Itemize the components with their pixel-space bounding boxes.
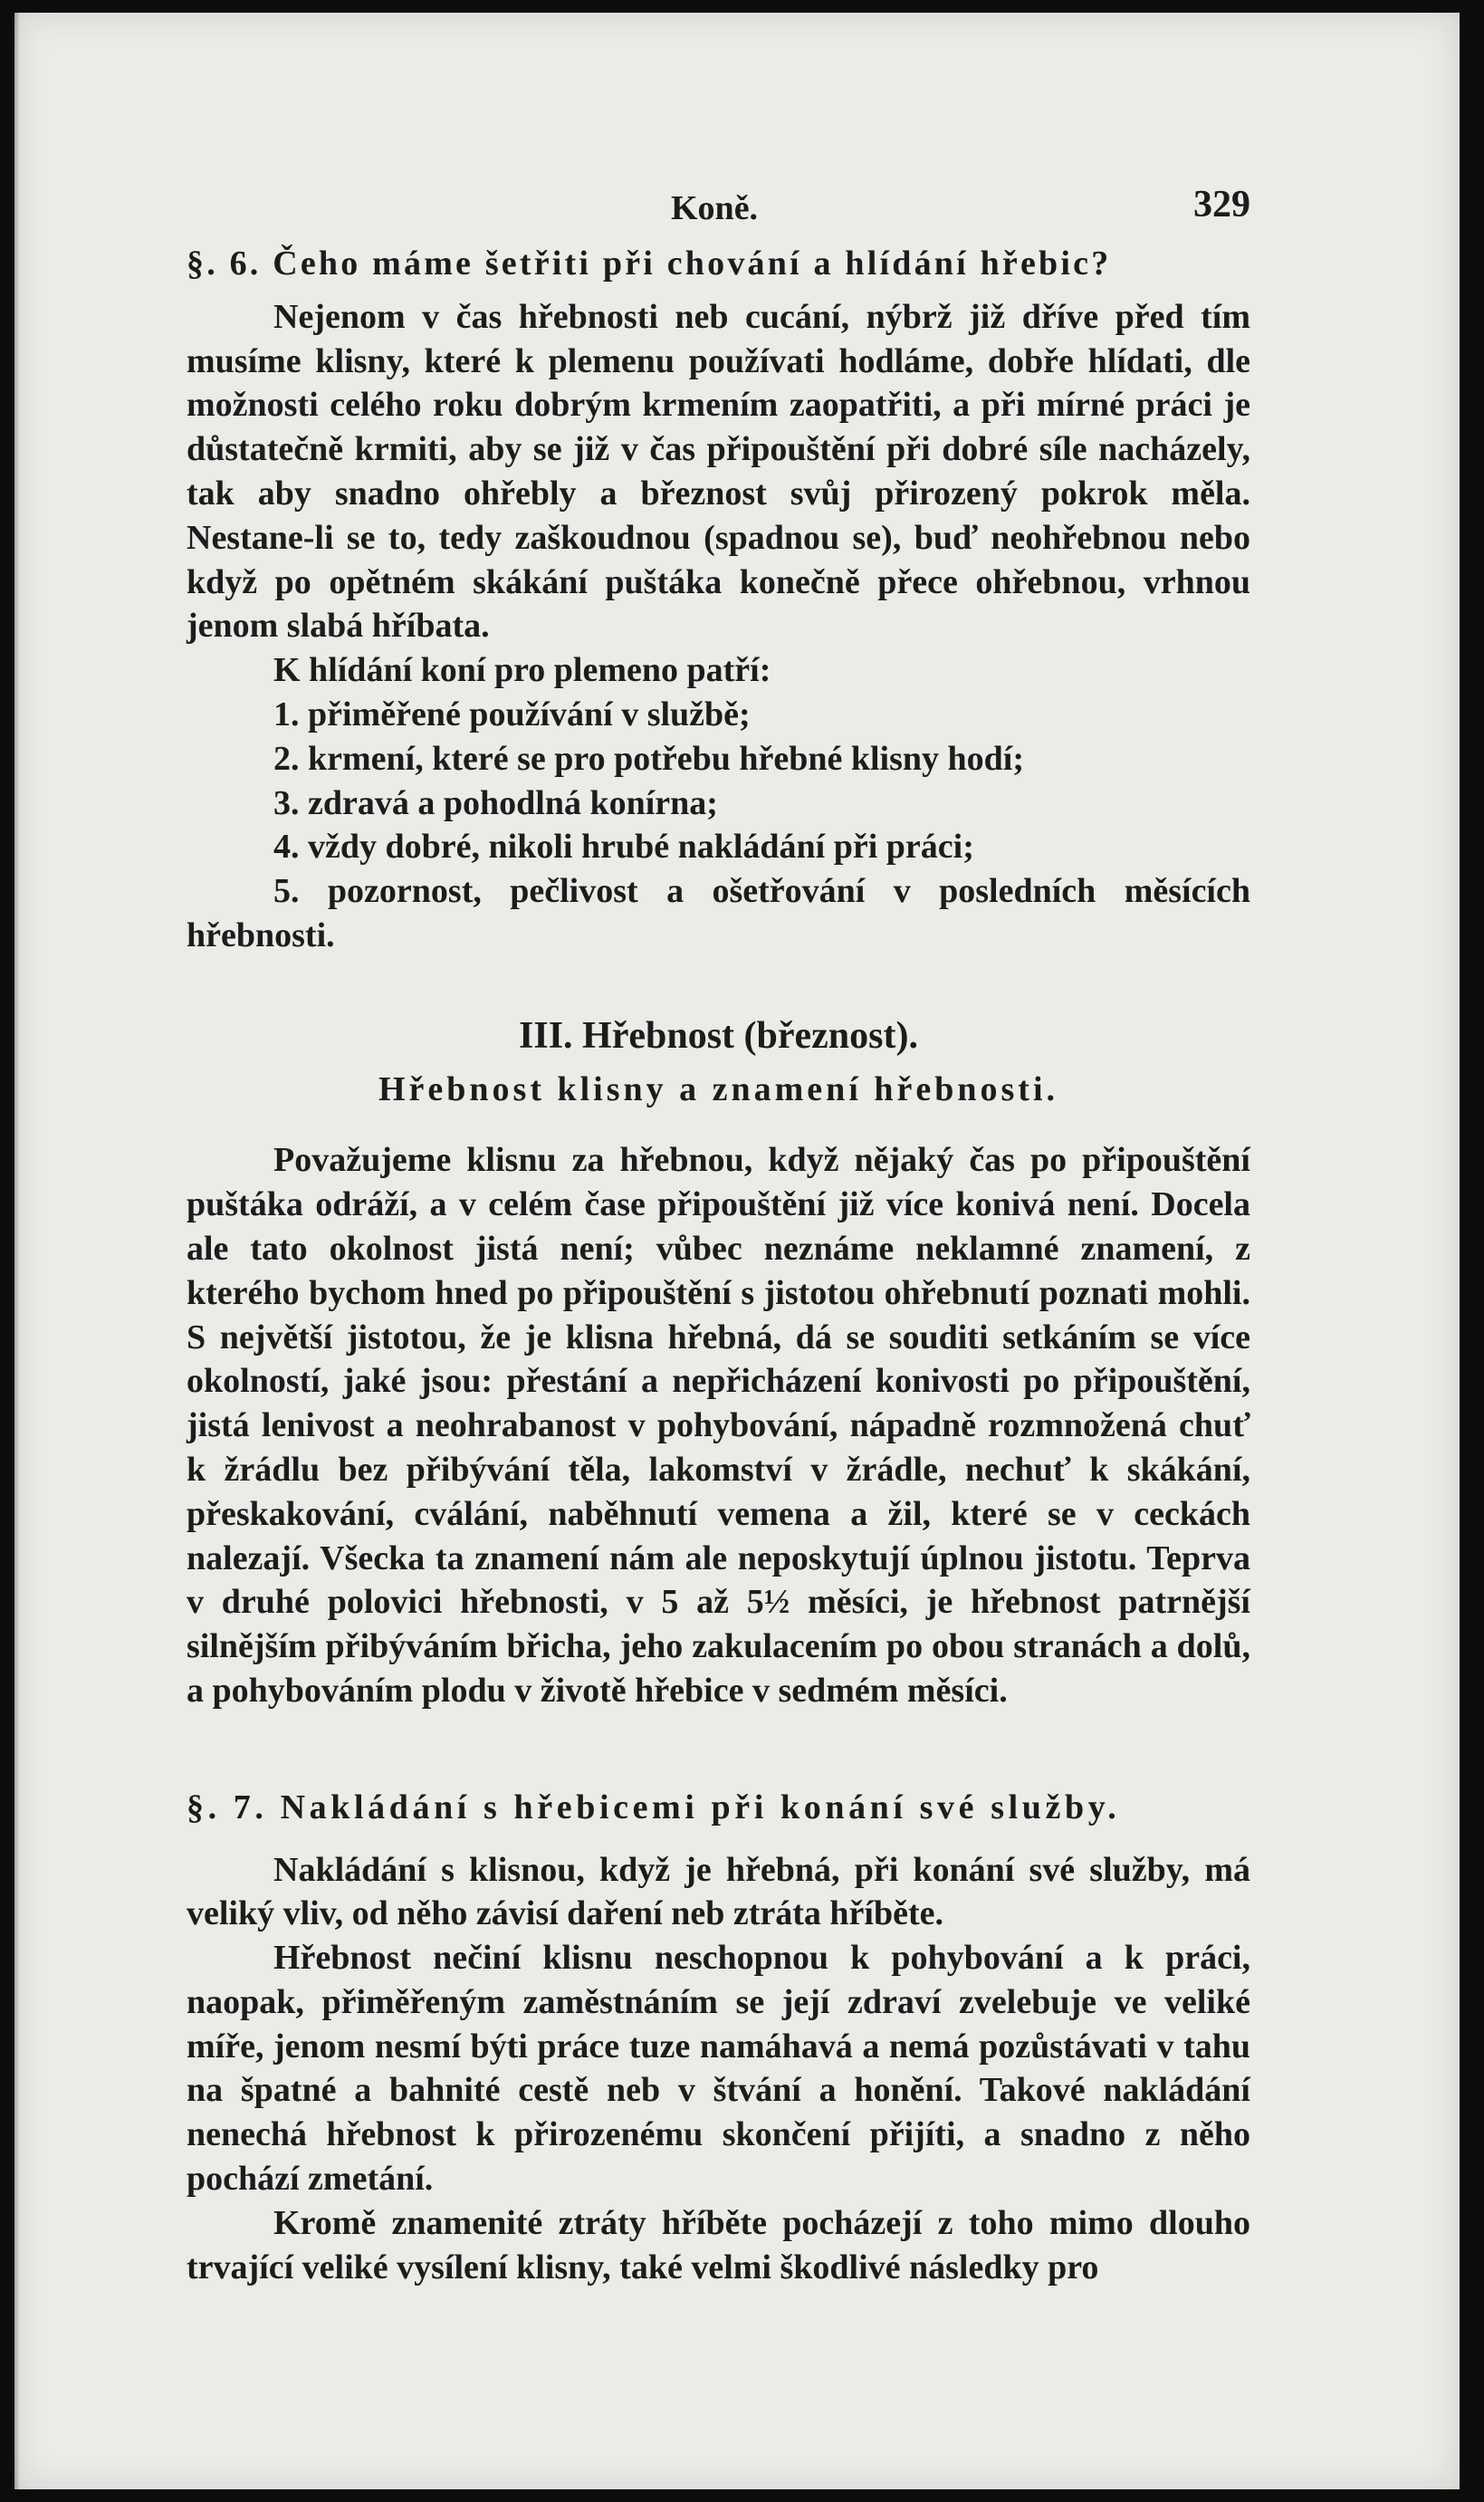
running-header [187,184,1250,236]
list-item-1: 1. přiměřené používání v službě; [273,695,751,733]
page-number: 329 [1193,184,1250,225]
section-7-paragraph-1: Nakládání s klisnou, když je hřebná, při konání své služby, má veliký vliv, od něho závisí daření neb ztráta hříběte. [187,1850,1250,1933]
section-6-title: §. 6. Čeho máme šetřiti při chování a hlídání hřebic? [187,244,1112,283]
list-item-3: 3. zdravá a pohodlná konírna; [273,783,718,822]
chapter-paragraph: Považujeme klisnu za hřebnou, když nějaký čas po připouštění puštáka odráží, a v celém čase připouštění již více konivá není. Docela ale tato okolnost jistá není; vůbec neznáme neklamné znamení, z kterého bychom hned po připouštění s jistotou ohřebnutí poznati mohli. S největší jistotou, že je klisna hřebná, dá se souditi setkáním se více okolností, jaké jsou: přestání a nepřicházení konivosti po připouštění, jistá lenivost a neohrabanost v pohybování, nápadně rozmnožená chuť k žrádlu bez přibývání těla, lakomství v žrádle, nechuť k skákání, přeskakování, cválání, naběhnutí vemena a žil, které se v ceckách nalezají. Všecka ta znamení nám ale neposkytují úplnou jistotu. Teprva v druhé polovici hřebnosti, v 5 až 5½ měsíci, je hřebnost patrnější silnějším přibýváním břicha, jeho zakulacením po obou stranách a dolů, a pohybováním plodu v životě hřebice v sedmém měsíci. [187,1141,1250,1710]
list-item-2: 2. krmení, které se pro potřebu hřebné klisny hodí; [273,739,1025,778]
section-7-paragraph-3: Kromě znamenité ztráty hříběte pocházejí z toho mimo dlouho trvající veliké vysílení klisny, také velmi škodlivé následky pro [187,2203,1250,2286]
list-intro: K hlídání koní pro plemeno patří: [273,651,771,690]
page-text [187,184,1250,2289]
chapter-subheading: Hřebnost klisny a znamení hřebnosti. [378,1069,1059,1108]
chapter-heading: III. Hřebnost (březnost). [519,1014,918,1057]
section-7-title: §. 7. Nakládání s hřebicemi při konání své služby. [187,1788,1121,1826]
list-item-4: 4. vždy dobré, nikoli hrubé nakládání při práci; [273,828,974,867]
running-title: Koně. [671,189,759,227]
section-6-paragraph: Nejenom v čas hřebnosti neb cucání, nýbrž již dříve před tím musíme klisny, které k plemenu používati hodláme, dobře hlídati, dle možnosti celého roku dobrým krmením zaopatřiti, a při mírné práci je důstatečně krmiti, aby se již v čas připouštění při dobré síle nacházely, tak aby snadno ohřebly a březnost svůj přirozený pokrok měla. Nestane-li se to, tedy zaškoudnou (spadnou se), buď neohřebnou nebo když po opětném skákání puštáka konečně přece ohřebnou, vrhnou jenom slabá hříbata. [187,297,1250,646]
book-page [14,13,1460,2489]
section-7-paragraph-2: Hřebnost nečiní klisnu neschopnou k pohybování a k práci, naopak, přiměřeným zaměstnáním se její zdraví zvelebuje ve veliké míře, jenom nesmí býti práce tuze namáhavá a nemá pozůstávati v tahu na špatné a bahnité cestě neb v štvání a honění. Takové nakládání nenechá hřebnost k přirozenému skončení přijíti, a snadno z něho pochází zmetání. [187,1939,1250,2199]
list-item-5: 5. pozornost, pečlivost a ošetřování v posledních měsících hřebnosti. [187,872,1250,954]
